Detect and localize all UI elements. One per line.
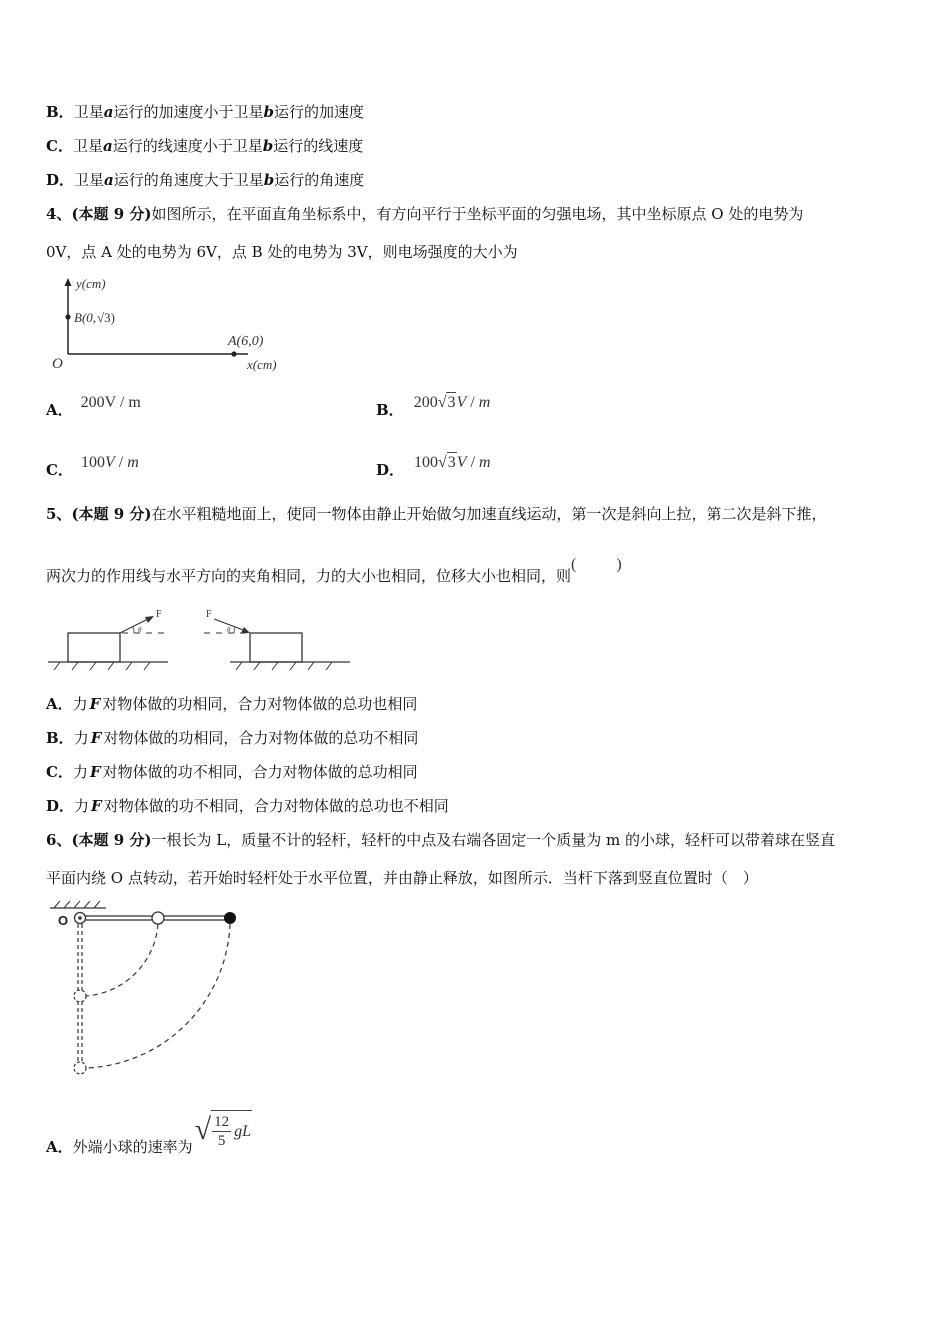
var-f: F	[89, 763, 101, 781]
angle-label-left: θ	[138, 626, 142, 634]
option-label: A．	[46, 1137, 73, 1156]
y-axis-label: y(cm)	[76, 276, 106, 291]
q6-stem-line2	[46, 868, 758, 888]
point-b	[65, 314, 70, 319]
q6-rod-figure	[46, 898, 256, 1088]
option-text: 运行的角速度大于卫星	[113, 171, 264, 189]
var-b: b	[263, 171, 275, 189]
q6-stem-line1	[46, 830, 835, 850]
var-a: a	[103, 103, 114, 121]
force-label-right: F	[206, 609, 212, 620]
option-label: D．	[46, 171, 75, 189]
q4-option-c	[46, 452, 139, 479]
unit-m: m	[478, 394, 491, 411]
q4-stem-line1	[46, 204, 803, 224]
q5-option-c	[46, 762, 418, 782]
option-label: A．	[46, 401, 73, 419]
coef: 200	[413, 394, 438, 411]
option-text: 力	[72, 763, 88, 781]
question-score: (本题 9 分)	[71, 205, 152, 223]
option-text: 运行的加速度	[273, 103, 364, 121]
option-text: 卫星	[73, 103, 104, 121]
option-text: 力	[74, 797, 90, 815]
question-text: 两次力的作用线与水平方向的夹角相同，力的大小也相同，位移大小也相同，则	[46, 567, 572, 585]
origin-label: O	[52, 356, 63, 372]
ground-hatch-right	[236, 662, 332, 670]
question-score: (本题 9 分)	[71, 831, 152, 849]
var-f: F	[89, 695, 101, 713]
option-label: C．	[46, 137, 73, 155]
option-text: 运行的加速度小于卫星	[113, 103, 264, 121]
q3-option-d	[46, 170, 364, 190]
unit-v: V	[104, 454, 115, 471]
angle-arc-left	[133, 627, 134, 633]
option-value: 100V / m	[80, 454, 139, 471]
option-text: 力	[73, 729, 89, 747]
q5-force-figure	[46, 604, 356, 674]
radicand: 3	[447, 394, 456, 411]
option-label: D．	[46, 797, 75, 815]
option-text: 力	[72, 695, 88, 713]
q4-coordinate-figure	[48, 272, 298, 376]
q3-option-b	[46, 102, 364, 122]
question-text: 如图所示，在平面直角坐标系中，有方向平行于坐标平面的匀强电场，其中坐标原点 O 处的电势为	[151, 205, 804, 223]
expression-tail: gL	[234, 1122, 252, 1140]
option-text: 对物体做的功不相同，合力对物体做的总功相同	[102, 763, 418, 781]
angle-arc-right	[234, 627, 235, 633]
pivot-center	[78, 916, 82, 920]
y-axis-arrow	[65, 278, 72, 286]
var-b: b	[263, 103, 274, 121]
end-ball	[224, 912, 236, 924]
force-arrow-left	[120, 618, 150, 633]
middle-ball	[152, 912, 164, 924]
q4-stem-line2	[46, 242, 518, 262]
ground-hatch-left	[54, 662, 150, 670]
q4-option-d	[376, 452, 491, 479]
option-value: 200√3V / m	[413, 394, 491, 411]
q4-option-b	[376, 392, 491, 419]
answer-paren: ( )	[571, 556, 622, 573]
option-text: 运行的线速度	[273, 137, 364, 155]
unit-v: V	[456, 394, 467, 411]
q5-option-d	[46, 796, 449, 816]
option-label: C．	[46, 461, 73, 479]
block-left	[68, 633, 120, 662]
option-label: C．	[46, 763, 73, 781]
force-arrowhead-left	[145, 616, 154, 623]
question-text: 一根长为 L，质量不计的轻杆，轻杆的中点及右端各固定一个质量为 m 的小球，轻杆可以带着球在竖直	[151, 831, 836, 849]
option-value: 200V / m	[80, 394, 141, 411]
radicand: 3	[447, 454, 456, 471]
option-text: 对物体做的功不相同，合力对物体做的总功也不相同	[103, 797, 449, 815]
var-b: b	[262, 137, 274, 155]
var-a: a	[104, 171, 114, 189]
coef: 100	[414, 454, 439, 471]
option-label: B．	[376, 401, 404, 419]
point-a-label: A(6,0)	[228, 334, 264, 349]
sqrt-expression: √ $\frac{12}{5}$ gL	[195, 1110, 252, 1150]
coef: 100	[80, 454, 105, 471]
middle-ball-arc	[86, 924, 158, 996]
end-ball-final	[74, 1062, 86, 1074]
option-label: B．	[46, 729, 74, 747]
unit-m: m	[479, 454, 491, 471]
option-text: 对物体做的功相同，合力对物体做的总功不相同	[103, 729, 419, 747]
end-ball-arc	[86, 924, 230, 1068]
fraction	[212, 1113, 231, 1150]
question-number: 6、	[46, 831, 72, 849]
question-score: (本题 9 分)	[71, 505, 152, 523]
point-a	[231, 351, 236, 356]
q6-option-a	[46, 1110, 252, 1156]
x-axis-label: x(cm)	[247, 357, 277, 372]
question-text: 0V，点 A 处的电势为 6V，点 B 处的电势为 3V，则电场强度的大小为	[46, 243, 518, 261]
middle-ball-final	[74, 990, 86, 1002]
angle-label-right: θ	[227, 626, 231, 634]
unit-v: V	[456, 454, 467, 471]
option-text: 对物体做的功相同，合力对物体做的总功也相同	[102, 695, 418, 713]
question-text: 平面内绕 O 点转动，若开始时轻杆处于水平位置，并由静止释放，如图所示．当杆下落到竖直位置时（ ）	[46, 869, 758, 887]
fraction-numerator: 12	[214, 1114, 230, 1130]
option-text: 外端小球的速率为	[72, 1137, 193, 1156]
point-b-label: B(0,√3)	[74, 310, 116, 325]
q4-option-a	[46, 392, 141, 419]
option-text: 卫星	[72, 137, 103, 155]
fraction-denominator: 5	[217, 1133, 226, 1149]
question-number: 5、	[46, 505, 72, 523]
q3-option-c	[46, 136, 363, 156]
ceiling-hatch	[54, 901, 100, 908]
q5-stem-line1	[46, 504, 827, 524]
option-text: 运行的角速度	[274, 171, 365, 189]
q5-option-a	[46, 694, 417, 714]
var-f: F	[90, 729, 102, 747]
question-number: 4、	[46, 205, 72, 223]
option-value: 100√3V / m	[414, 454, 491, 471]
force-label-left: F	[156, 609, 162, 620]
q5-option-b	[46, 728, 418, 748]
unit-m: m	[127, 454, 139, 471]
option-label: B．	[46, 103, 74, 121]
option-text: 运行的线速度小于卫星	[112, 137, 263, 155]
q5-stem-line2	[46, 556, 622, 587]
question-text: 在水平粗糙地面上，使同一物体由静止开始做匀加速直线运动，第一次是斜向上拉，第二次是斜下推，	[151, 505, 827, 523]
block-right	[250, 633, 302, 662]
option-label: D．	[376, 461, 405, 479]
option-text: 卫星	[74, 171, 105, 189]
var-a: a	[102, 137, 113, 155]
pivot-label: O	[58, 913, 69, 928]
option-label: A．	[46, 695, 73, 713]
var-f: F	[91, 797, 102, 815]
